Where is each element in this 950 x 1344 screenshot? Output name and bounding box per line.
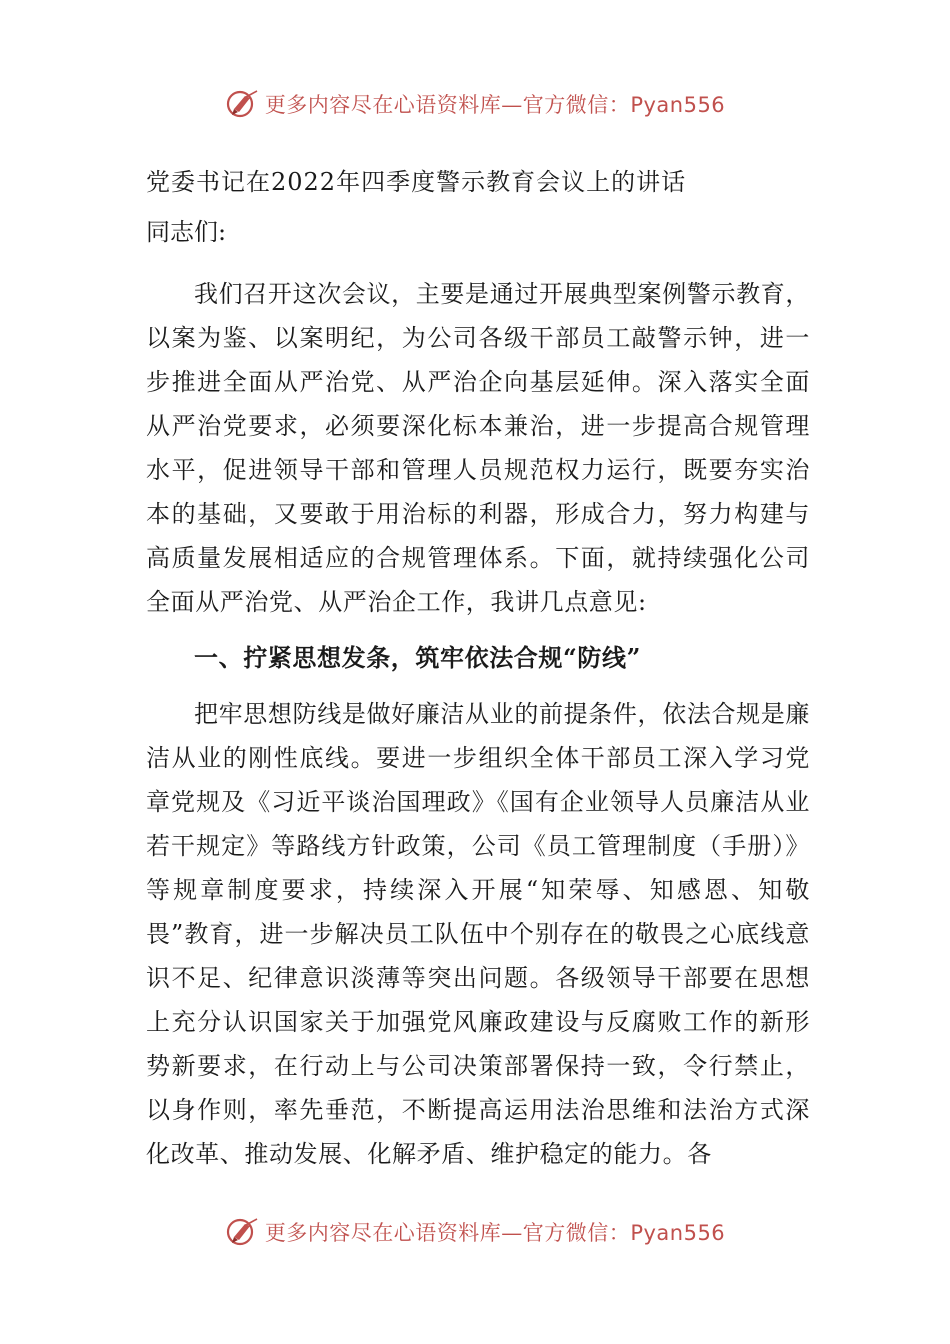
watermark-text: 更多内容尽在心语资料库—官方微信：Pyan556 [264, 1221, 726, 1245]
pen-nib-icon [225, 1215, 259, 1249]
paragraph: 我们召开这次会议，主要是通过开展典型案例警示教育，以案为鉴、以案明纪，为公司各级干部员工敲警示钟，进一步推进全面从严治党、从严治企向基层延伸。深入落实全面从严治党要求，必须要深化标本兼治，进一步提高合规管理水平，促进领导干部和管理人员规范权力运行，既要夯实治本的基础，又要敢于用治标的利器，形成合力，努力构建与高质量发展相适应的合规管理体系。下面，就持续强化公司全面从严治党、从严治企工作，我讲几点意见: [146, 280, 810, 616]
watermark-text: 更多内容尽在心语资料库—官方微信：Pyan556 [264, 93, 726, 117]
watermark-wechat-id: Pyan556 [630, 93, 726, 117]
pen-nib-icon [225, 87, 259, 121]
paragraph: 把牢思想防线是做好廉洁从业的前提条件，依法合规是廉洁从业的刚性底线。要进一步组织全体干部员工深入学习党章党规及《习近平谈治国理政》《国有企业领导人员廉洁从业若干规定》等路线方针政策，公司《员工管理制度（手册）》等规章制度要求，持续深入开展“知荣辱、知感恩、知敬畏”教育，进一步解决员工队伍中个别存在的敬畏之心底线意识不足、纪律意识淡薄等突出问题。各级领导干部要在思想上充分认识国家关于加强党风廉政建设与反腐败工作的新形势新要求，在行动上与公司决策部署保持一致，令行禁止，以身作则，率先垂范，不断提高运用法治思维和法治方式深化改革、推动发展、化解矛盾、维护稳定的能力。各 [146, 700, 810, 1168]
watermark-wechat-id: Pyan556 [630, 1221, 726, 1245]
document-body [146, 160, 810, 1176]
watermark-header [0, 84, 950, 124]
document-title: 党委书记在2022年四季度警示教育会议上的讲话 [146, 168, 687, 196]
watermark-footer [0, 1212, 950, 1252]
salutation: 同志们: [146, 218, 227, 246]
section-heading: 一、拧紧思想发条，筑牢依法合规“防线” [194, 643, 642, 672]
